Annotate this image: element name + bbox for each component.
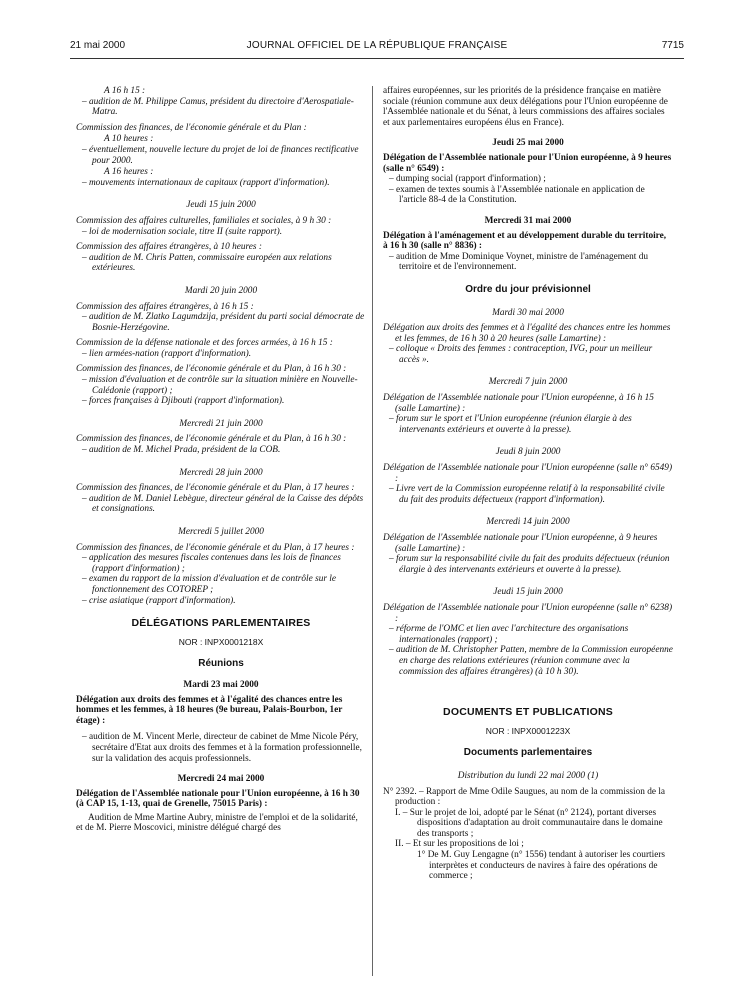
- committee-heading: Commission des finances, de l'économie générale et du Plan, à 17 heures :: [76, 483, 355, 494]
- day-heading: Mercredi 7 juin 2000: [488, 377, 568, 388]
- agenda-item: – colloque « Droits des femmes : contraception, IVG, pour un meilleur accès ».: [389, 344, 653, 365]
- journal-title: JOURNAL OFFICIEL DE LA RÉPUBLIQUE FRANÇAISE: [246, 40, 508, 51]
- delegation-heading: Délégation de l'Assemblée nationale pour l'Union européenne, à 9 heures (salle n° 6549) :: [383, 152, 672, 174]
- delegation-heading: Délégation à l'aménagement et au développement durable du territoire, à 16 h 30 (salle n° 8836) :: [383, 230, 667, 252]
- agenda-item: – application des mesures fiscales contenues dans les lois de finances (rapport d'information) ;: [82, 553, 341, 574]
- agenda-item: – audition de M. Vincent Merle, directeur de cabinet de Mme Nicole Péry, secrétaire d'Etat aux droits des femmes et à la formation professionnelle, sur la validation des acquis professionnels.: [82, 732, 362, 764]
- day-heading: Jeudi 25 mai 2000: [492, 138, 564, 149]
- nor-reference: NOR : INPX0001218X: [178, 636, 264, 647]
- agenda-item: – loi de modernisation sociale, titre II (suite rapport).: [82, 226, 283, 237]
- column-divider: [372, 86, 373, 976]
- document-entry: 1° De M. Guy Lengagne (n° 1556) tendant à autoriser les courtiers interprètes et conducteurs de navires à faire des opérations de commerce ;: [417, 850, 666, 882]
- day-heading: Mercredi 28 juin 2000: [179, 467, 263, 478]
- day-heading: Mardi 23 mai 2000: [183, 679, 259, 690]
- day-heading: Mardi 30 mai 2000: [492, 307, 564, 318]
- time-label: A 10 heures :: [104, 134, 154, 145]
- agenda-item: – forces françaises à Djibouti (rapport d'information).: [82, 396, 285, 407]
- document-entry: II. – Et sur les propositions de loi ;: [395, 839, 524, 850]
- time-label: A 16 h 15 :: [104, 86, 146, 96]
- agenda-item: – dumping social (rapport d'information) ;: [389, 174, 546, 185]
- distribution-heading: Distribution du lundi 22 mai 2000 (1): [457, 770, 599, 781]
- committee-heading: Commission des finances, de l'économie générale et du Plan, à 16 h 30 :: [76, 364, 347, 375]
- agenda-item: – audition de M. Daniel Lebègue, directeur général de la Caisse des dépôts et consignations.: [82, 493, 364, 515]
- agenda-item: – audition de M. Philippe Camus, président du directoire d'Aerospatiale-Matra.: [82, 96, 354, 118]
- committee-heading: Commission des affaires étrangères, à 10 heures :: [76, 242, 262, 253]
- header-rule: [70, 58, 684, 59]
- agenda-item: – crise asiatique (rapport d'information).: [82, 595, 236, 606]
- day-heading: Jeudi 15 juin 2000: [493, 587, 563, 598]
- committee-heading: Commission de la défense nationale et des forces armées, à 16 h 15 :: [76, 338, 333, 349]
- header-date: 21 mai 2000: [70, 40, 126, 51]
- committee-heading: Commission des finances, de l'économie générale et du Plan, à 16 h 30 :: [76, 434, 347, 445]
- document-entry: N° 2392. – Rapport de Mme Odile Saugues, au nom de la commission de la production :: [383, 786, 666, 808]
- left-column: [76, 86, 366, 834]
- agenda-item: – audition de M. Christopher Patten, membre de la Commission européenne en charge des relations extérieures (réunion commune avec la commission des affaires étrangères) (à 10 h 30).: [389, 645, 673, 677]
- delegation-heading: Délégation aux droits des femmes et à l'égalité des chances entre les hommes et les femmes, à 18 heures (9e bureau, Palais-Bourbon, 1er étage) :: [76, 694, 343, 726]
- day-heading: Mardi 20 juin 2000: [184, 285, 258, 296]
- day-heading: Mercredi 14 juin 2000: [486, 517, 570, 528]
- agenda-item: – éventuellement, nouvelle lecture du projet de loi de finances rectificative pour 2000.: [82, 144, 359, 166]
- agenda-item: – audition de Mme Dominique Voynet, ministre de l'aménagement du territoire et de l'environnement.: [389, 251, 649, 273]
- committee-heading: Délégation de l'Assemblée nationale pour l'Union européenne (salle n° 6238) :: [383, 602, 673, 624]
- committee-heading: Commission des finances, de l'économie générale et du Plan, à 17 heures :: [76, 542, 355, 553]
- body-paragraph: affaires européennes, sur les priorités de la présidence française en matière sociale (réunion commune aux deux délégations pour l'Union européenne de l'Assemblée nationale et du Sénat, à leurs commissions des affaires sociales et aux parlementaires européens élus en France).: [383, 86, 668, 128]
- day-heading: Mercredi 31 mai 2000: [484, 215, 572, 226]
- day-heading: Jeudi 8 juin 2000: [495, 447, 561, 458]
- agenda-item: – Livre vert de la Commission européenne relatif à la responsabilité civile du fait des produits défectueux (rapport d'information).: [389, 484, 665, 505]
- subsection-heading: Réunions: [198, 658, 244, 670]
- body-paragraph: Audition de Mme Martine Aubry, ministre de l'emploi et de la solidarité, et de M. Pierre Moscovici, ministre délégué chargé des: [76, 812, 358, 834]
- committee-heading: Commission des finances, de l'économie générale et du Plan :: [76, 122, 307, 133]
- day-heading: Mercredi 21 juin 2000: [179, 418, 263, 429]
- document-entry: I. – Sur le projet de loi, adopté par le Sénat (n° 2124), portant diverses dispositions d'adaptation au droit communautaire dans le domaine des transports ;: [395, 807, 663, 839]
- nor-reference: NOR : INPX0001223X: [485, 725, 571, 736]
- day-heading: Mercredi 24 mai 2000: [177, 774, 265, 785]
- committee-heading: Délégation de l'Assemblée nationale pour l'Union européenne, à 9 heures (salle Lamartine) :: [383, 533, 658, 554]
- page-header: [70, 40, 684, 54]
- committee-heading: Délégation aux droits des femmes et à l'égalité des chances entre les hommes et les femmes, de 16 h 30 à 20 heures (salle Lamartine) :: [383, 323, 671, 344]
- day-heading: Mercredi 5 juillet 2000: [178, 527, 264, 537]
- agenda-item: – audition de M. Chris Patten, commissaire européen aux relations extérieures.: [82, 252, 332, 274]
- committee-heading: Délégation de l'Assemblée nationale pour l'Union européenne (salle n° 6549) :: [383, 463, 673, 484]
- agenda-item: – forum sur la responsabilité civile du fait des produits défectueux (réunion élargie à des intervenants extérieurs et ouverte à la presse).: [389, 554, 670, 575]
- agenda-item: – mission d'évaluation et de contrôle sur la situation minière en Nouvelle-Calédonie (rapport) ;: [82, 375, 358, 396]
- committee-heading: Commission des affaires étrangères, à 16 h 15 :: [76, 301, 254, 312]
- agenda-item: – audition de M. Zlatko Lagumdzija, président du parti social démocrate de Bosnie-Herzégovine.: [82, 312, 365, 333]
- agenda-item: – forum sur le sport et l'Union européenne (réunion élargie à des intervenants extérieurs et ouverte à la presse).: [389, 414, 632, 435]
- agenda-item: – audition de M. Michel Prada, président de la COB.: [82, 445, 281, 456]
- section-heading: DOCUMENTS ET PUBLICATIONS: [443, 706, 613, 719]
- agenda-item: – mouvements internationaux de capitaux (rapport d'information).: [82, 177, 330, 188]
- section-heading: DÉLÉGATIONS PARLEMENTAIRES: [131, 617, 311, 630]
- committee-heading: Délégation de l'Assemblée nationale pour l'Union européenne, à 16 h 15 (salle Lamartine) :: [383, 393, 654, 414]
- page-number: 7715: [661, 40, 684, 51]
- agenda-item: – examen du rapport de la mission d'évaluation et de contrôle sur le fonctionnement des COTOREP ;: [82, 574, 336, 595]
- agenda-item: – lien armées-nation (rapport d'information).: [82, 348, 252, 359]
- time-label: A 16 heures :: [104, 167, 154, 178]
- day-heading: Jeudi 15 juin 2000: [186, 200, 256, 211]
- agenda-item: – examen de textes soumis à l'Assemblée nationale en application de l'article 88-4 de la Constitution.: [389, 184, 645, 206]
- delegation-heading: Délégation de l'Assemblée nationale pour l'Union européenne, à 16 h 30 (à CAP 15, 1-13, quai de Grenelle, 75015 Paris) :: [76, 788, 360, 810]
- subsection-heading: Documents parlementaires: [463, 747, 593, 759]
- subsection-heading: Ordre du jour prévisionnel: [465, 283, 591, 295]
- committee-heading: Commission des affaires culturelles, familiales et sociales, à 9 h 30 :: [76, 215, 332, 226]
- right-column: [383, 86, 673, 882]
- agenda-item: – réforme de l'OMC et lien avec l'architecture des organisations internationales (rapport) ;: [389, 624, 629, 645]
